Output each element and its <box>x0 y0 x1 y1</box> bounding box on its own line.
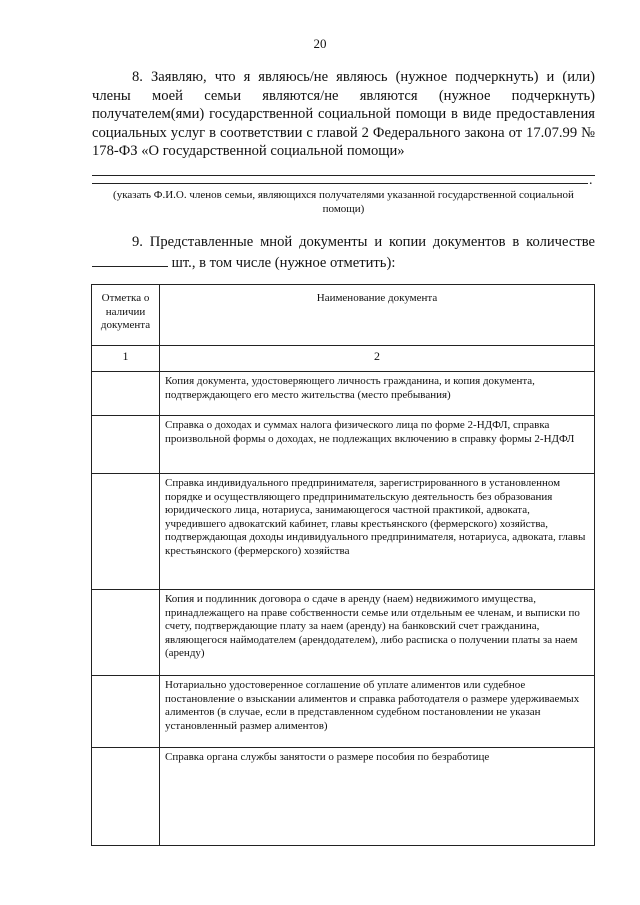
document-name: Нотариально удостоверенное соглашение об уплате алиментов или судебное постановление о взыскании алиментов и справка работодателя о размере удерживаемых алиментов (в случае, если в представленном судебном постановлении не указан установленный размер алиментов) <box>160 676 595 748</box>
table-row <box>92 416 595 474</box>
item-8-note: (указать Ф.И.О. членов семьи, являющихся получателями указанной государственной социальной помощи) <box>113 189 574 215</box>
header-document-name: Наименование документа <box>160 285 595 346</box>
mark-cell[interactable] <box>92 590 160 676</box>
column-number-1: 1 <box>92 346 160 372</box>
header-mark: Отметка о наличии документа <box>92 285 160 346</box>
item-9-text-part2: шт., в том числе (нужное отметить): <box>171 254 396 271</box>
table-row <box>92 372 595 416</box>
mark-cell[interactable] <box>92 676 160 748</box>
documents-table <box>91 284 595 846</box>
document-name: Копия и подлинник договора о сдаче в аренду (наем) недвижимого имущества, принадлежащего на праве собственности семье или отдельным ее членам, и выписки по счету, подтверждающие плату за наем (аренду) на банковский счет гражданина, являющегося наймодателем (арендодателем), либо расписка о получении платы за наем (аренду) <box>160 590 595 676</box>
mark-cell[interactable] <box>92 416 160 474</box>
item-9-text-part1: 9. Представленные мной документы и копии документов в количестве <box>132 234 595 250</box>
table-row <box>92 676 595 748</box>
mark-cell[interactable] <box>92 372 160 416</box>
item-8-text: 8. Заявляю, что я являюсь/не являюсь (нужное подчеркнуть) и (или) члены моей семьи являются/не являются (нужное подчеркнуть) получателем(ями) государственной социальной помощи в виде предоставления социальных услуг в соответствии с главой 2 Федерального закона от 17.07.99 № 178-ФЗ «О государственной социальной помощи» <box>92 69 595 160</box>
item-9-paragraph <box>92 233 595 272</box>
page-number: 20 <box>313 36 327 51</box>
document-name: Справка индивидуального предпринимателя, зарегистрированного в установленном порядке и осуществляющего предпринимательскую деятельность без образования юридического лица, нотариуса, занимающегося частной практикой, адвоката, учредившего адвокатский кабинет, главы крестьянского (фермерского) хозяйства, подтверждающая доходы индивидуального предпринимателя, нотариуса, адвоката, главы крестьянского (фермерского) хозяйства <box>160 474 595 590</box>
mark-cell[interactable] <box>92 748 160 846</box>
family-names-fill-line[interactable] <box>92 170 588 184</box>
document-name: Справка о доходах и суммах налога физического лица по форме 2-НДФЛ, справка произвольной формы о доходах, не подлежащих включению в справку формы 2-НДФЛ <box>160 416 595 474</box>
item-8-paragraph <box>92 68 595 176</box>
line-end-dot: . <box>589 173 593 188</box>
column-numbers-row <box>92 346 595 372</box>
document-count-field[interactable] <box>92 252 168 267</box>
table-header-row <box>92 285 595 346</box>
table-row <box>92 748 595 846</box>
mark-cell[interactable] <box>92 474 160 590</box>
column-number-2: 2 <box>160 346 595 372</box>
document-name: Справка органа службы занятости о размере пособия по безработице <box>160 748 595 846</box>
table-row <box>92 474 595 590</box>
document-name: Копия документа, удостоверяющего личность гражданина, и копия документа, подтверждающего его место жительства (место пребывания) <box>160 372 595 416</box>
table-row <box>92 590 595 676</box>
